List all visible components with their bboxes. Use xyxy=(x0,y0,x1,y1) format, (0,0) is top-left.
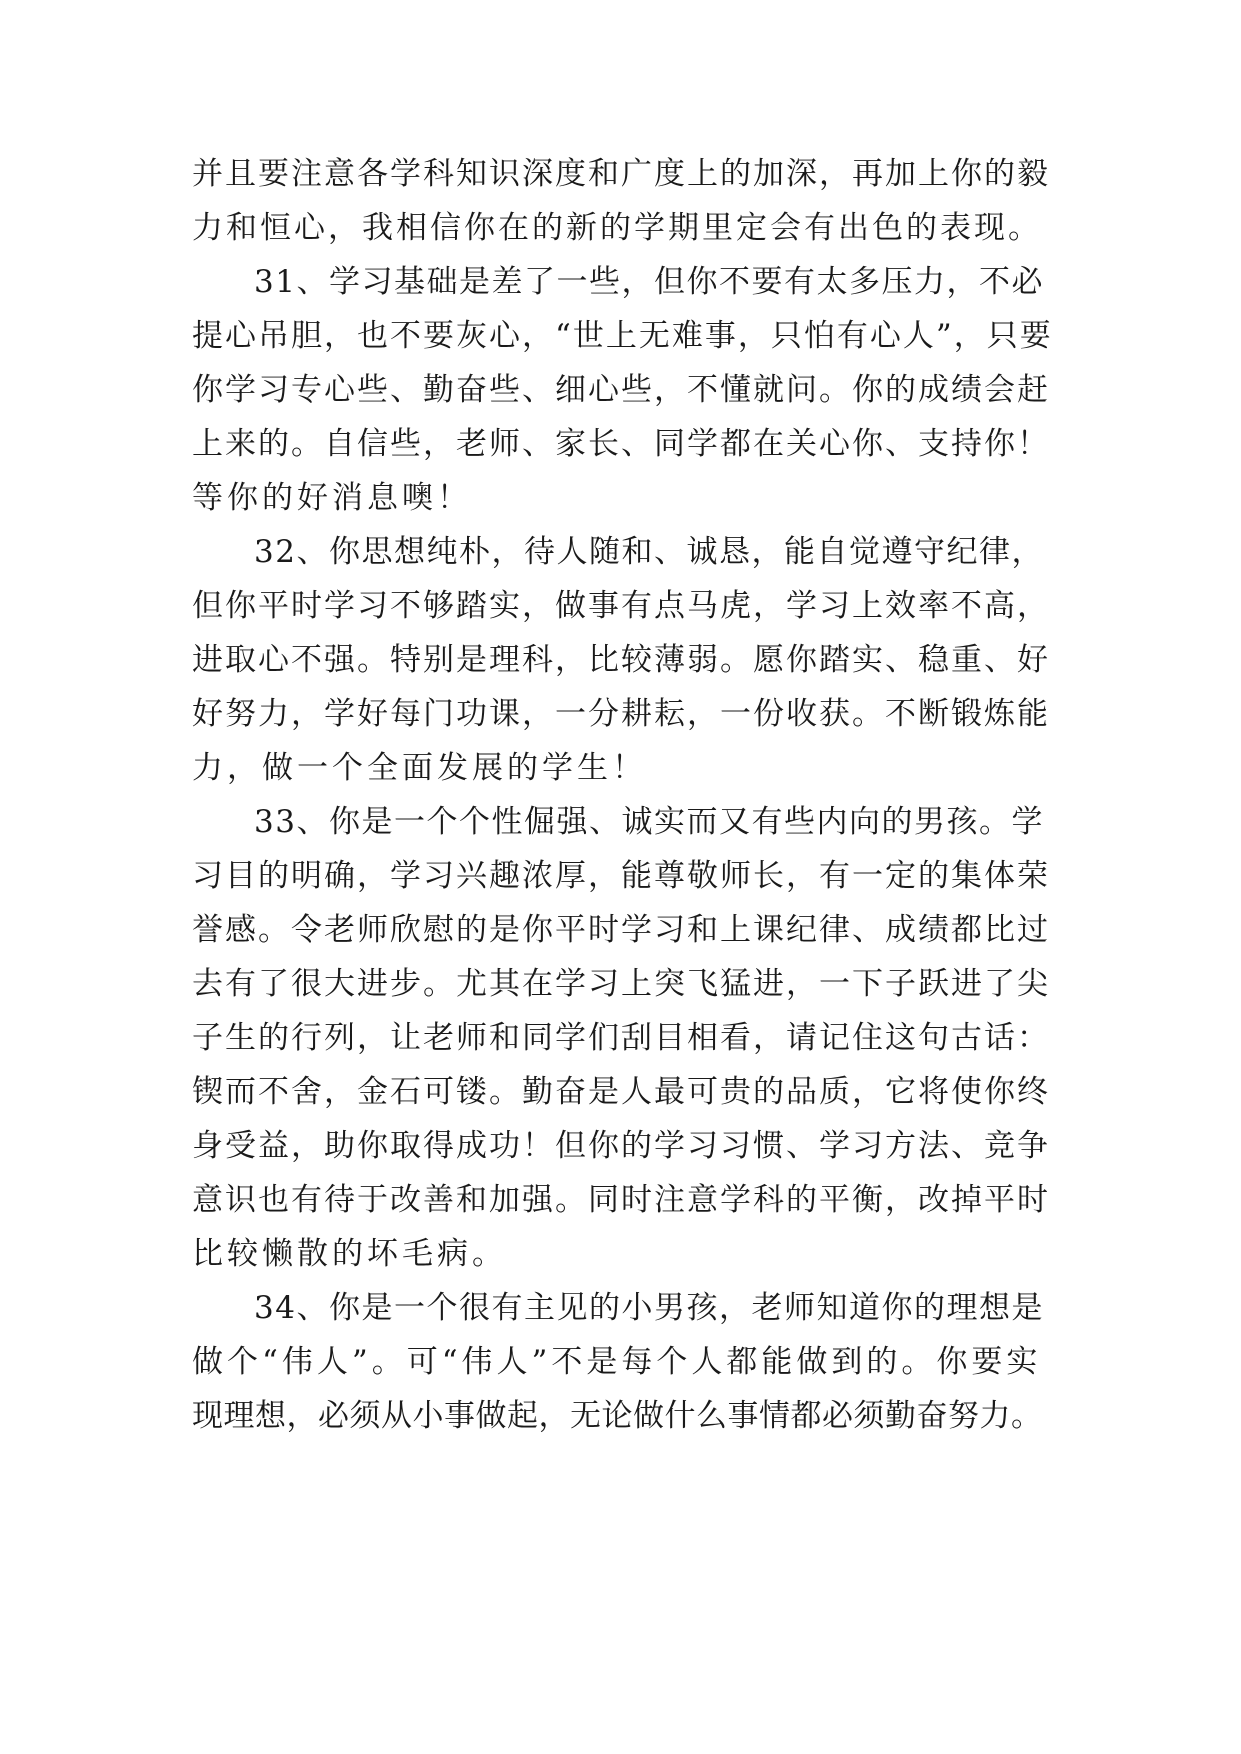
text-line: 身受益，助你取得成功！但你的学习习惯、学习方法、竞争 xyxy=(192,1128,1050,1164)
text-line: 你学习专心些、勤奋些、细心些，不懂就问。你的成绩会赶 xyxy=(192,372,1050,408)
paragraph-31-start: 31、学习基础是差了一些，但你不要有太多压力，不必 xyxy=(254,264,1044,300)
text-line: 提心吊胆，也不要灰心，“世上无难事，只怕有心人”，只要 xyxy=(192,318,1053,354)
text-line: 锲而不舍，金石可镂。勤奋是人最可贵的品质，它将使你终 xyxy=(192,1074,1050,1110)
text-line: 去有了很大进步。尤其在学习上突飞猛进，一下子跃进了尖 xyxy=(192,966,1050,1002)
text-line: 意识也有待于改善和加强。同时注意学科的平衡，改掉平时 xyxy=(192,1182,1050,1218)
text-line: 力，做一个全面发展的学生！ xyxy=(192,750,647,786)
text-line: 习目的明确，学习兴趣浓厚，能尊敬师长，有一定的集体荣 xyxy=(192,858,1050,894)
text-line: 进取心不强。特别是理科，比较薄弱。愿你踏实、稳重、好 xyxy=(192,642,1050,678)
text-line: 等你的好消息噢！ xyxy=(192,480,472,516)
paragraph-34-start: 34、你是一个很有主见的小男孩，老师知道你的理想是 xyxy=(254,1290,1044,1326)
text-line: 比较懒散的坏毛病。 xyxy=(192,1236,507,1272)
text-line: 现理想，必须从小事做起，无论做什么事情都必须勤奋努力。 xyxy=(192,1398,1043,1434)
text-line: 力和恒心，我相信你在的新的学期里定会有出色的表现。 xyxy=(192,210,1042,246)
text-line: 上来的。自信些，老师、家长、同学都在关心你、支持你！ xyxy=(192,426,1050,462)
paragraph-33-start: 33、你是一个个性倔强、诚实而又有些内向的男孩。学 xyxy=(254,804,1044,840)
text-line: 好努力，学好每门功课，一分耕耘，一份收获。不断锻炼能 xyxy=(192,696,1050,732)
text-line: 做个“伟人”。可“伟人”不是每个人都能做到的。你要实 xyxy=(192,1344,1042,1380)
text-line: 并且要注意各学科知识深度和广度上的加深，再加上你的毅 xyxy=(192,156,1050,192)
text-line: 但你平时学习不够踏实，做事有点马虎，学习上效率不高， xyxy=(192,588,1050,624)
text-line: 誉感。令老师欣慰的是你平时学习和上课纪律、成绩都比过 xyxy=(192,912,1050,948)
text-line: 子生的行列，让老师和同学们刮目相看，请记住这句古话： xyxy=(192,1020,1050,1056)
paragraph-32-start: 32、你思想纯朴，待人随和、诚恳，能自觉遵守纪律， xyxy=(254,534,1044,570)
